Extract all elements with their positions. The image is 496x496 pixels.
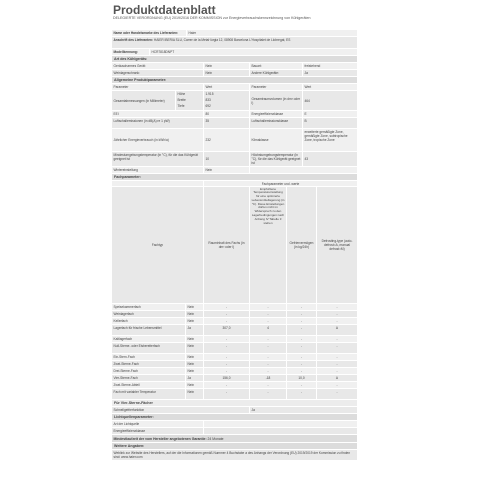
noise-row: Luftschallemissionen (in dB(A) re 1 pW) 35 Luftschallemissionsklasse B — [112, 118, 357, 129]
noise-value: 35 — [204, 118, 250, 128]
compartment-volume: - — [204, 343, 250, 353]
compartment-defrost: A — [335, 325, 339, 330]
table-row — [112, 304, 357, 311]
table-row — [112, 382, 357, 389]
total-volume-value: 464 — [304, 98, 310, 103]
model-label: Modellkennung: — [112, 49, 150, 55]
eei-value: 80 — [204, 111, 250, 117]
model-row — [112, 49, 357, 56]
compartment-volume: 307,0 — [204, 325, 250, 335]
quick-freeze-row: Schnellgefrierfunktion Ja — [112, 407, 357, 414]
table-row — [112, 368, 357, 375]
compartment-defrost: A — [335, 375, 339, 380]
table-row — [112, 375, 357, 382]
compartment-temp: - — [250, 389, 287, 399]
compartment-defrost: - — [336, 354, 338, 359]
compartment-name: Kellerfach — [112, 318, 186, 324]
compartment-volume: - — [204, 304, 250, 310]
compartment-defrost: - — [336, 311, 338, 316]
compartment-freeze: 10,0 — [287, 375, 317, 381]
compartment-temp: - — [250, 318, 287, 324]
compartment-freeze: - — [287, 382, 317, 388]
compartment-defrost: - — [336, 368, 338, 373]
sheet-table — [112, 30, 357, 461]
compartment-defrost: - — [336, 382, 338, 387]
compartment-temp: - — [250, 368, 287, 374]
compartment-volume: - — [204, 336, 250, 342]
compartment-defrost: - — [336, 336, 338, 341]
more-info-row — [112, 450, 357, 461]
compartment-present: Nein — [186, 343, 204, 353]
compartment-temp: - — [250, 304, 287, 310]
compartment-freeze: - — [287, 311, 317, 317]
compartment-name: Lagerfach für frische Lebensmittel — [112, 325, 186, 335]
width-value: 833 — [205, 97, 211, 102]
warranty-label: Mindestlaufzeit der vom Hersteller angebotenen Garantie: — [113, 436, 207, 441]
device-type-row-1: Geräuscharmes Gerät: Nein Bauart: freistehend — [112, 63, 357, 70]
compartment-freeze: - — [287, 389, 317, 399]
eei-row: EEI 80 Energieeffizienzklasse E — [112, 111, 357, 118]
compartment-name: Vier-Sterne-Fach — [112, 375, 186, 381]
compartment-defrost: - — [336, 343, 338, 348]
table-row — [112, 343, 357, 354]
compartment-present: Nein — [186, 368, 204, 374]
compartment-name: Zwei-Sterne-Fach — [112, 361, 186, 367]
compartment-volume: - — [204, 361, 250, 367]
warranty-value: 24 Monate — [207, 436, 224, 441]
warranty-row — [112, 435, 357, 443]
winter-row: Wintereinstellung Nein — [112, 167, 357, 174]
compartment-present: Nein — [186, 336, 204, 342]
table-row — [112, 389, 357, 400]
compartment-present: Nein — [186, 354, 204, 360]
min-temp-value: 10 — [204, 152, 250, 166]
compartment-name: Fach mit variabler Temperatur — [112, 389, 186, 399]
device-type-row-2: Weinlagerschrank: Nein Andere Kühlgeräte: Ja — [112, 70, 357, 77]
compartment-name: Zwei-Sterne-Abteil — [112, 382, 186, 388]
compartment-temp: - — [250, 354, 287, 360]
compartment-temp: - — [250, 336, 287, 342]
compartment-volume: - — [204, 318, 250, 324]
compartments-group-row: Fachparameter und -werte — [112, 181, 357, 187]
four-star-header: Für Vier-Sterne-Fächer — [112, 400, 357, 407]
more-info-header: Weitere Angaben: — [112, 443, 357, 450]
page-subtitle: DELEGIERTE VERORDNUNG (EU) 2019/2016 DER KOMMISSION zur Energieverbrauchskennzeichnung von Kühlgeräten — [113, 16, 311, 20]
compartment-volume: - — [204, 354, 250, 360]
brand-row — [112, 30, 357, 37]
address-value: HAIER IBERIA SLU, Carrer de la Metal·lúrgia 12, 08908 Barcelona L'Hospitalet de Llobregat, ES — [153, 37, 291, 42]
compartment-volume: - — [204, 311, 250, 317]
compartment-temp: 4 — [250, 325, 287, 335]
depth-value: 692 — [205, 104, 211, 109]
compartment-temp: - — [250, 361, 287, 367]
compartment-defrost: - — [336, 318, 338, 323]
quick-freeze-value: Ja — [251, 407, 255, 412]
compartment-present: Ja — [186, 325, 204, 335]
compartment-freeze: - — [287, 325, 317, 335]
compartment-present: Nein — [186, 318, 204, 324]
annual-energy-value: 232 — [204, 129, 250, 151]
general-header: Allgemeine Produktparameter: — [112, 77, 357, 84]
dimensions-row: Gesamtabmessungen (in Millimeter) Höhe Breite Tiefe 1.915 833 692 Gesamtraumvolumen (in dm³ oder l) 464 — [112, 91, 357, 111]
light-type-row: Art der Lichtquelle — [112, 421, 357, 428]
compartment-present: Nein — [186, 389, 204, 399]
table-row — [112, 318, 357, 325]
table-row — [112, 354, 357, 361]
max-temp-value: 43 — [304, 157, 309, 161]
device-type-header: Art des Kühlgeräts: — [112, 56, 357, 63]
light-class-row: Energieeffizienzklasse — [112, 428, 357, 435]
compartment-present: Ja — [186, 375, 204, 381]
compartment-freeze: - — [287, 343, 317, 353]
table-row — [112, 311, 357, 318]
noise-class-value: B — [304, 118, 307, 123]
page-title: Produktdatenblatt — [113, 3, 216, 17]
address-row — [112, 37, 357, 49]
compartment-freeze: - — [287, 304, 317, 310]
compartment-name: Drei-Sterne-Fach — [112, 368, 186, 374]
compartment-rows — [112, 304, 357, 400]
compartment-freeze: - — [287, 361, 317, 367]
compartment-present: Nein — [186, 382, 204, 388]
compartment-volume: - — [204, 368, 250, 374]
compartments-col-headers: Fachtyp Rauminhalt des Fachs (in dm³ oder l) Empfohlene Temperatureinstellung für eine optimierte Lebensmittellagerung (in °C). Diese Einstellungen dürfen nicht im Widerspruch zu den Lagerbedingungen nach Anhang IV Tabelle 3 stehen Gefriervermögen (in kg/24h) Defrosting-type (auto-defrost=A, manual defrost=M) — [112, 187, 357, 304]
general-col-headers: Parameter Wert Parameter Wert — [112, 84, 357, 91]
compartment-volume: - — [204, 389, 250, 399]
compartment-name: Kaltlagerfach — [112, 336, 186, 342]
compartment-defrost: - — [336, 304, 338, 309]
table-row — [112, 325, 357, 336]
climate-value: erweiterte gemäßigte Zone, gemäßigte Zone, subtropische Zone, tropische Zone — [304, 129, 348, 142]
compartment-freeze: - — [287, 336, 317, 342]
model-value: HCR7818DNPT — [151, 49, 175, 54]
winter-value: Nein — [204, 167, 250, 173]
compartment-name: Null-Sterne- oder Eisbereiterfach — [112, 343, 186, 353]
compartment-freeze: - — [287, 318, 317, 324]
compartment-temp: - — [250, 382, 287, 388]
compartment-volume: 156,0 — [204, 375, 250, 381]
address-label: Anschrift des Lieferanten: — [113, 37, 153, 42]
compartment-defrost: - — [336, 361, 338, 366]
brand-value: Haier — [188, 30, 197, 35]
compartment-temp: -18 — [250, 375, 287, 381]
compartment-temp: - — [250, 343, 287, 353]
table-row — [112, 361, 357, 368]
compartment-present: Nein — [186, 311, 204, 317]
temp-range-row: Mindestumgebungstemperatur (in °C), für die das Kühlgerät geeignet ist 10 Höchstumgebungstemperatur (in °C), für die das Kühlgerät geeignet ist 43 — [112, 152, 357, 167]
compartment-name: Weinlagerfach — [112, 311, 186, 317]
energy-class-value: E — [304, 111, 307, 116]
compartment-defrost: - — [336, 389, 338, 394]
compartment-present: Nein — [186, 304, 204, 310]
compartment-temp: - — [250, 311, 287, 317]
compartment-name: Ein-Stern-Fach — [112, 354, 186, 360]
light-header: Lichtquellenparameter: — [112, 414, 357, 421]
table-row — [112, 336, 357, 343]
brand-label: Name oder Handelsmarke des Lieferanten: — [112, 30, 187, 36]
energy-climate-row: Jährlicher Energieverbrauch (in kWh/a) 232 Klimaklasse erweiterte gemäßigte Zone, gemäßigte Zone, subtropische Zone, tropische Zone — [112, 129, 357, 152]
height-value: 1.915 — [205, 91, 214, 96]
compartment-name: Speisekammerfach — [112, 304, 186, 310]
dimensions-label: Gesamtabmessungen (in Millimeter) — [112, 91, 176, 110]
compartment-freeze: - — [287, 354, 317, 360]
compartments-header: Fachparameter: — [112, 174, 357, 181]
more-info-text: Weblink zur Website des Herstellers, auf der die Informationen gemäß Nummer 4 Buchstabe a des Anhangs der Verordnung (EU) 2019/2019 der Kommission zu finden sind: www.haier.com — [113, 450, 351, 459]
compartment-present: Nein — [186, 361, 204, 367]
compartment-freeze: - — [287, 368, 317, 374]
compartment-volume: - — [204, 382, 250, 388]
